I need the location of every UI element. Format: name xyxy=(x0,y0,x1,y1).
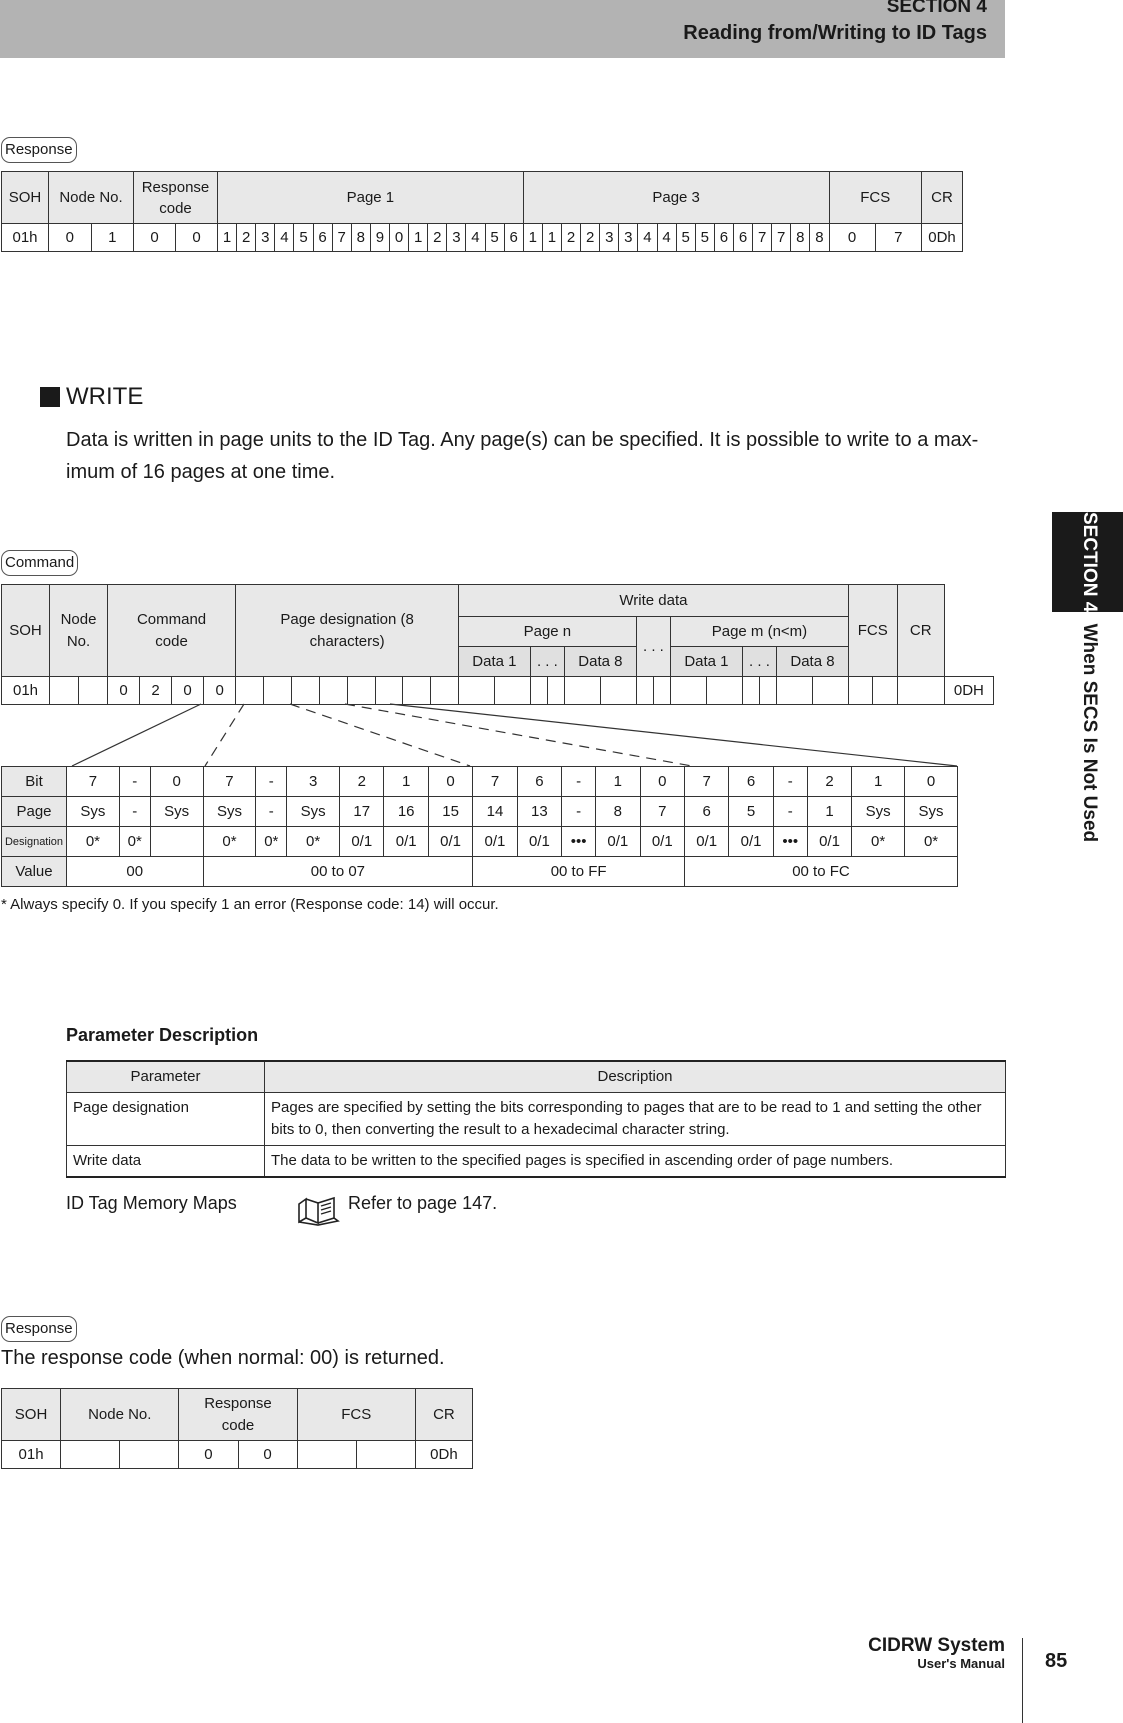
response-value-cell: 0 xyxy=(389,224,408,252)
bit-cell: 1 xyxy=(852,767,905,797)
param-table xyxy=(66,1060,1006,1178)
response-value-cell: 0Dh xyxy=(922,224,963,252)
response-value-cell: 6 xyxy=(313,224,332,252)
bit-cell: 7 xyxy=(67,767,120,797)
bit-cell: 14 xyxy=(473,797,517,827)
side-tab-chapter: When SECS Is Not Used xyxy=(1079,623,1100,843)
command-frame-table xyxy=(1,584,994,705)
param-heading: Parameter Description xyxy=(66,1025,259,1045)
response-frame-table xyxy=(1,171,963,252)
header-node-no: Node No. xyxy=(49,172,134,224)
response-value-cell: 8 xyxy=(810,224,829,252)
response-value-cell: 1 xyxy=(218,224,237,252)
response-value-cell: 7 xyxy=(875,224,921,252)
response-value-cell: 1 xyxy=(542,224,561,252)
cmd-value-cell: 2 xyxy=(140,677,172,705)
cmd-header-page-n: Page n xyxy=(459,617,637,647)
bit-cell: 7 xyxy=(473,767,517,797)
response-value-cell: 5 xyxy=(485,224,504,252)
response-value-cell: 3 xyxy=(447,224,466,252)
cmd-header-pagen-data8: Data 8 xyxy=(565,647,637,677)
response-value-cell: 2 xyxy=(428,224,447,252)
memmap-reference: Refer to page 147. xyxy=(348,1193,498,1213)
bit-value-range: 00 to 07 xyxy=(203,857,473,887)
response-value-cell: 1 xyxy=(91,224,134,252)
response-value-cell: 1 xyxy=(409,224,428,252)
bit-cell: 1 xyxy=(384,767,428,797)
write-description-line-1: Data is written in page units to the ID Tag. Any page(s) can be specified. It is possible to write to a max- xyxy=(66,429,979,451)
bit-value-range: 00 to FC xyxy=(684,857,957,887)
cmd-value-soh: 01h xyxy=(2,677,50,705)
bit-cell: 6 xyxy=(517,767,561,797)
cmd-header-pagem-data1: Data 1 xyxy=(671,647,743,677)
side-tab-text xyxy=(1078,512,1108,872)
bit-cell: 0* xyxy=(67,827,120,857)
bit-cell: 0/1 xyxy=(428,827,472,857)
bit-cell: 0/1 xyxy=(807,827,851,857)
cmd-header-dots: . . . xyxy=(636,617,671,677)
bit-cell: - xyxy=(773,797,807,827)
response-value-cell: 4 xyxy=(466,224,485,252)
response-value-cell: 5 xyxy=(695,224,714,252)
bit-cell: 0* xyxy=(203,827,256,857)
connector-line xyxy=(205,704,244,766)
response-value-cell: 8 xyxy=(791,224,810,252)
bit-cell: 0* xyxy=(905,827,958,857)
bit-cell: 0/1 xyxy=(384,827,428,857)
cmd-header-write-data: Write data xyxy=(459,585,849,617)
cmd-header-soh: SOH xyxy=(2,585,50,677)
response-value-cell: 01h xyxy=(2,224,49,252)
response-value-cell: 5 xyxy=(676,224,695,252)
bit-cell: 0/1 xyxy=(684,827,728,857)
response-value-cell: 4 xyxy=(275,224,294,252)
response-value-cell: 8 xyxy=(351,224,370,252)
bit-footnote: * Always specify 0. If you specify 1 an error (Response code: 14) will occur. xyxy=(1,896,499,913)
header-page-1: Page 1 xyxy=(218,172,524,224)
bit-cell: 0 xyxy=(428,767,472,797)
bit-cell: 8 xyxy=(596,797,640,827)
cmd-header-pagem-data8: Data 8 xyxy=(777,647,849,677)
response-text: The response code (when normal: 00) is returned. xyxy=(1,1347,445,1369)
response-tag-2: Response xyxy=(1,1316,77,1342)
bit-cell: 7 xyxy=(640,797,684,827)
resp2-header-node: Node No. xyxy=(61,1389,179,1441)
bit-table-row xyxy=(2,767,958,797)
response-values-row xyxy=(2,224,963,252)
bit-row-label: Bit xyxy=(2,767,67,797)
bit-cell: 0/1 xyxy=(640,827,684,857)
bit-cell: ••• xyxy=(773,827,807,857)
response-value-cell: 7 xyxy=(772,224,791,252)
resp2-value: 0 xyxy=(179,1441,238,1469)
bit-cell: 3 xyxy=(287,767,340,797)
param-name: Page designation xyxy=(67,1093,265,1146)
memmap-label: ID Tag Memory Maps xyxy=(66,1193,237,1213)
cmd-header-pagen-dots: . . . xyxy=(530,647,565,677)
bit-cell: 0 xyxy=(640,767,684,797)
header-soh: SOH xyxy=(2,172,49,224)
bit-cell: 1 xyxy=(596,767,640,797)
bit-table-row xyxy=(2,827,958,857)
section-number: SECTION 4 xyxy=(886,0,987,17)
response2-frame-table xyxy=(1,1388,473,1469)
bit-cell: 16 xyxy=(384,797,428,827)
connector-lines xyxy=(0,700,1000,770)
bit-value-row xyxy=(2,857,958,887)
param-col-header: Parameter xyxy=(67,1061,265,1093)
cmd-value-cr: 0DH xyxy=(944,677,993,705)
write-heading: WRITE xyxy=(66,383,144,410)
response-value-cell: 7 xyxy=(753,224,772,252)
resp2-value xyxy=(297,1441,356,1469)
response-value-cell: 4 xyxy=(638,224,657,252)
response-value-cell: 3 xyxy=(619,224,638,252)
write-description xyxy=(66,424,1006,488)
bit-cell: 1 xyxy=(807,797,851,827)
response-value-cell: 3 xyxy=(256,224,275,252)
bit-cell: 7 xyxy=(684,767,728,797)
bit-cell: - xyxy=(119,797,150,827)
response-value-cell: 6 xyxy=(714,224,733,252)
bit-row-label: Designation xyxy=(2,827,67,857)
response-value-cell: 2 xyxy=(237,224,256,252)
section-title: Reading from/Writing to ID Tags xyxy=(683,22,987,44)
resp2-header-soh: SOH xyxy=(2,1389,61,1441)
section-header xyxy=(0,0,1005,58)
bit-cell: 2 xyxy=(807,767,851,797)
bit-table-row xyxy=(2,797,958,827)
cmd-header-fcs: FCS xyxy=(848,585,897,677)
page-number: 85 xyxy=(1045,1650,1068,1672)
resp2-value: 01h xyxy=(2,1441,61,1469)
response-value-cell: 2 xyxy=(561,224,580,252)
cmd-header-command-code: Command code xyxy=(108,585,236,677)
bit-cell: 17 xyxy=(340,797,384,827)
bit-cell: - xyxy=(562,797,596,827)
book-reference-icon xyxy=(296,1194,344,1228)
bit-cell: 15 xyxy=(428,797,472,827)
bit-row-label: Page xyxy=(2,797,67,827)
response-value-cell: 0 xyxy=(176,224,218,252)
cmd-header-pagem-dots: . . . xyxy=(742,647,777,677)
footer-manual: User's Manual xyxy=(917,1656,1005,1671)
connector-line xyxy=(72,704,201,766)
cmd-value-cell: 0 xyxy=(204,677,236,705)
param-desc: The data to be written to the specified pages is specified in ascending order of page numbers. xyxy=(265,1146,1006,1178)
header-fcs: FCS xyxy=(829,172,922,224)
response-value-cell: 0 xyxy=(829,224,875,252)
write-description-line-2: imum of 16 pages at one time. xyxy=(66,461,336,483)
cmd-header-node: Node No. xyxy=(50,585,108,677)
bit-cell: Sys xyxy=(67,797,120,827)
response-value-cell: 7 xyxy=(332,224,351,252)
cmd-header-cr: CR xyxy=(897,585,944,677)
response-value-cell: 0 xyxy=(49,224,92,252)
bit-cell: 0 xyxy=(905,767,958,797)
bit-cell: 6 xyxy=(684,797,728,827)
bit-cell: Sys xyxy=(150,797,203,827)
resp2-header-cr: CR xyxy=(415,1389,472,1441)
bit-cell: 5 xyxy=(729,797,773,827)
bit-cell: 0* xyxy=(852,827,905,857)
bit-cell: - xyxy=(562,767,596,797)
response-value-cell: 6 xyxy=(733,224,752,252)
resp2-value xyxy=(356,1441,415,1469)
bit-cell: 0/1 xyxy=(729,827,773,857)
side-tab-section: SECTION 4 xyxy=(1079,512,1100,613)
bit-cell: - xyxy=(773,767,807,797)
cmd-header-pagen-data1: Data 1 xyxy=(459,647,531,677)
bit-cell: Sys xyxy=(905,797,958,827)
bit-cell: 0/1 xyxy=(596,827,640,857)
response-value-cell: 1 xyxy=(523,224,542,252)
response-value-cell: 5 xyxy=(294,224,313,252)
cmd-header-page-m: Page m (n<m) xyxy=(671,617,849,647)
response-value-cell: 3 xyxy=(600,224,619,252)
bit-cell: 2 xyxy=(340,767,384,797)
bit-cell: - xyxy=(119,767,150,797)
bit-cell: 13 xyxy=(517,797,561,827)
response-value-cell: 6 xyxy=(504,224,523,252)
connector-line xyxy=(345,704,692,766)
bit-cell: 0* xyxy=(256,827,287,857)
bit-cell: 0/1 xyxy=(340,827,384,857)
footer-divider xyxy=(1022,1638,1023,1723)
header-response-code: Response code xyxy=(134,172,218,224)
connector-line xyxy=(290,704,470,766)
response-value-cell: 4 xyxy=(657,224,676,252)
bit-cell: 7 xyxy=(203,767,256,797)
bit-cell: 0/1 xyxy=(517,827,561,857)
resp2-value xyxy=(61,1441,120,1469)
bit-row-label: Value xyxy=(2,857,67,887)
cmd-header-page-designation: Page designation (8 characters) xyxy=(236,585,459,677)
desc-col-header: Description xyxy=(265,1061,1006,1093)
bit-cell: - xyxy=(256,767,287,797)
header-cr: CR xyxy=(922,172,963,224)
bit-cell: Sys xyxy=(203,797,256,827)
resp2-value: 0Dh xyxy=(415,1441,472,1469)
bit-cell: 0* xyxy=(287,827,340,857)
footer-product: CIDRW System xyxy=(868,1635,1005,1656)
header-page-3: Page 3 xyxy=(523,172,829,224)
bit-cell: Sys xyxy=(287,797,340,827)
bit-cell: ••• xyxy=(562,827,596,857)
response-value-cell: 2 xyxy=(581,224,600,252)
bit-cell: Sys xyxy=(852,797,905,827)
response-tag: Response xyxy=(1,137,77,163)
command-tag: Command xyxy=(1,550,78,576)
bit-cell: 0* xyxy=(119,827,150,857)
bit-value-range: 00 xyxy=(67,857,204,887)
cmd-value-cell: 0 xyxy=(172,677,204,705)
bit-cell: - xyxy=(256,797,287,827)
resp2-value: 0 xyxy=(238,1441,297,1469)
response-value-cell: 0 xyxy=(134,224,176,252)
resp2-value xyxy=(120,1441,179,1469)
bit-cell: 0 xyxy=(150,767,203,797)
bit-cell xyxy=(150,827,203,857)
bit-cell: 6 xyxy=(729,767,773,797)
resp2-header-fcs: FCS xyxy=(297,1389,415,1441)
write-bullet-icon xyxy=(40,387,60,407)
connector-line xyxy=(390,704,957,766)
bit-cell: 0/1 xyxy=(473,827,517,857)
cmd-value-cell: 0 xyxy=(108,677,140,705)
bit-value-range: 00 to FF xyxy=(473,857,685,887)
param-desc: Pages are specified by setting the bits corresponding to pages that are to be read to 1 and setting the other bits to 0, then converting the result to a hexadecimal character string. xyxy=(265,1093,1006,1146)
response-value-cell: 9 xyxy=(370,224,389,252)
param-name: Write data xyxy=(67,1146,265,1178)
bit-designation-table xyxy=(1,766,958,887)
resp2-header-response-code: Response code xyxy=(179,1389,297,1441)
